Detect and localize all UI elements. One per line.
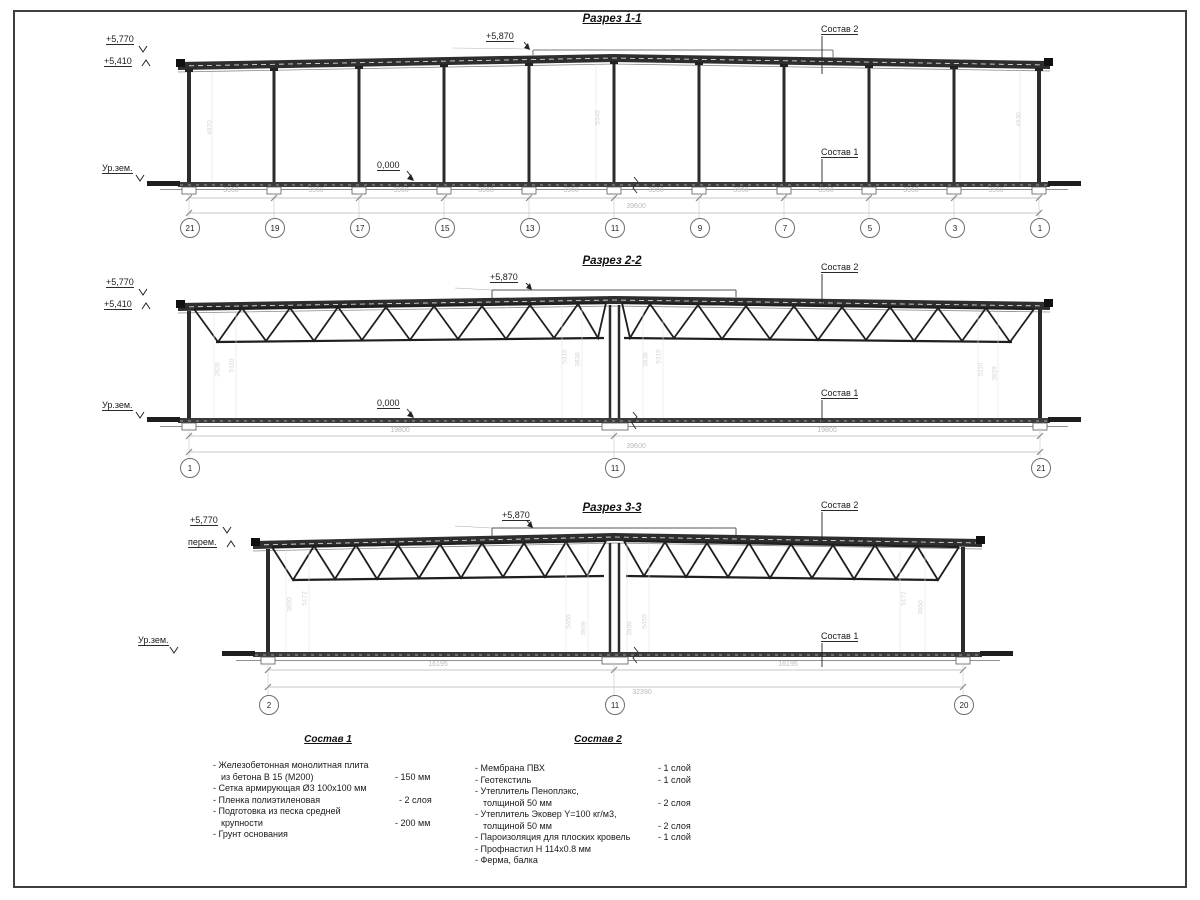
list-item: [213, 818, 458, 830]
bay-dim: 3960: [563, 187, 579, 194]
grid-bubble: 1: [1030, 218, 1050, 238]
list-item: [475, 763, 725, 775]
comp2-title: Состав 2: [574, 734, 622, 745]
item-text: толщиной 50 мм: [483, 797, 552, 808]
item-value: - 1 слой: [658, 763, 691, 773]
elevation-5770-label: +5,770: [106, 34, 134, 44]
grid-bubble: 11: [605, 458, 625, 478]
item-value: - 2 слоя: [658, 820, 691, 831]
height-dim: 3909: [580, 621, 588, 636]
bay-dim: 3960: [223, 187, 239, 194]
item-text: - Железобетонная монолитная плита: [213, 760, 369, 770]
elevation-5870-label: +5,870: [502, 510, 530, 520]
height-dim: 5455: [565, 614, 573, 629]
height-dim: 5315: [655, 349, 663, 364]
section-3-3-linework: [170, 512, 1013, 696]
list-item: [475, 821, 725, 833]
bay-dim: 3960: [648, 187, 664, 194]
grid-bubble: 17: [350, 218, 370, 238]
total-dim: 32390: [632, 689, 652, 696]
comp1-reference-label: Состав 1: [821, 388, 859, 398]
elevation-5770-label: +5,770: [190, 515, 218, 525]
grid-bubble: 19: [265, 218, 285, 238]
total-dim: 39600: [626, 203, 646, 210]
item-text: - Грунт основания: [213, 829, 288, 839]
elevation-5870-label: +5,870: [486, 31, 514, 41]
grid-bubble: 7: [775, 218, 795, 238]
height-dim: 3650: [286, 597, 294, 612]
ground-level-label: Ур.зем.: [138, 635, 169, 645]
item-value: - 1 слой: [658, 774, 691, 785]
section-2-2-linework: [136, 274, 1081, 459]
list-item: [213, 806, 458, 818]
elevation-5770-label: +5,770: [106, 277, 134, 287]
grid-bubble: 13: [520, 218, 540, 238]
list-item: [213, 760, 458, 772]
ground-level-label: Ур.зем.: [102, 400, 133, 410]
list-item: [213, 783, 458, 795]
bay-dim: 3960: [988, 187, 1004, 194]
item-value: - 2 слоя: [399, 794, 432, 805]
bay-dim: 3960: [308, 187, 324, 194]
grid-bubble: 11: [605, 695, 625, 715]
bay-dim: 3960: [478, 187, 494, 194]
elevation-5410-label: +5,410: [104, 299, 132, 309]
item-text: - Подготовка из песка средней: [213, 806, 341, 816]
height-dim: 5110: [977, 362, 985, 377]
item-text: - Пароизоляция для плоских кровель: [475, 832, 631, 842]
item-text: - Мембрана ПВХ: [475, 763, 545, 773]
elevation-variable-label: перем.: [188, 537, 217, 547]
list-item: [475, 786, 725, 798]
height-dim: 5345: [594, 110, 602, 125]
section-1-1-linework: [136, 36, 1081, 219]
zero-level-label: 0,000: [377, 398, 400, 408]
height-dim: 3929: [991, 366, 999, 381]
section-2-title: Разрез 2-2: [582, 255, 642, 267]
list-item: [475, 844, 725, 856]
item-text: из бетона В 15 (М200): [221, 771, 314, 782]
comp1-title: Состав 1: [304, 734, 352, 745]
list-item: [475, 798, 725, 810]
ground-level-label: Ур.зем.: [102, 163, 133, 173]
item-text: - Профнастил Н 114x0.8 мм: [475, 843, 591, 854]
elevation-5410-label: +5,410: [104, 56, 132, 66]
section-1-title: Разрез 1-1: [582, 13, 642, 25]
section-3-title: Разрез 3-3: [582, 502, 642, 514]
list-item: [213, 829, 458, 841]
item-text: - Ферма, балка: [475, 855, 538, 865]
comp2-reference-label: Состав 2: [821, 262, 859, 272]
grid-bubble: 21: [180, 218, 200, 238]
comp2-reference-label: Состав 2: [821, 500, 859, 510]
list-item: [213, 795, 458, 807]
item-text: толщиной 50 мм: [483, 820, 552, 831]
comp2-list: [475, 763, 725, 867]
list-item: [475, 832, 725, 844]
list-item: [213, 772, 458, 784]
item-text: - Утеплитель Эковер Y=100 кг/м3,: [475, 809, 617, 819]
grid-bubble: 1: [180, 458, 200, 478]
half-span-dim: 16195: [428, 661, 448, 668]
item-text: - Пленка полиэтиленовая: [213, 794, 321, 805]
item-text: - Утеплитель Пеноплэкс,: [475, 786, 579, 796]
list-item: [475, 809, 725, 821]
item-value: - 200 мм: [395, 817, 431, 828]
zero-level-label: 0,000: [377, 160, 400, 170]
grid-bubble: 11: [605, 218, 625, 238]
height-dim: 3838: [642, 352, 650, 367]
height-dim: 4930: [1015, 112, 1023, 127]
comp1-reference-label: Состав 1: [821, 147, 859, 157]
grid-bubble: 15: [435, 218, 455, 238]
bay-dim: 3960: [393, 187, 409, 194]
half-span-dim: 19800: [817, 427, 837, 434]
height-dim: 5172: [301, 591, 309, 606]
total-dim: 39600: [626, 443, 646, 450]
half-span-dim: 16195: [778, 661, 798, 668]
height-dim: 5455: [641, 614, 649, 629]
elevation-5870-label: +5,870: [490, 272, 518, 282]
item-text: - Геотекстиль: [475, 774, 532, 785]
grid-bubble: 21: [1031, 458, 1051, 478]
height-dim: 3838: [574, 352, 582, 367]
height-dim: 3909: [626, 621, 634, 636]
bay-dim: 3960: [903, 187, 919, 194]
item-text: - Сетка армирующая Ø3 100x100 мм: [213, 783, 367, 793]
grid-bubble: 20: [954, 695, 974, 715]
comp1-list: [213, 760, 458, 841]
comp1-reference-label: Состав 1: [821, 631, 859, 641]
height-dim: 5110: [228, 358, 236, 373]
bay-dim: 3960: [818, 187, 834, 194]
list-item: [475, 775, 725, 787]
grid-bubble: 2: [259, 695, 279, 715]
grid-bubble: 5: [860, 218, 880, 238]
height-dim: 5315: [561, 349, 569, 364]
item-value: - 1 слой: [658, 832, 691, 842]
comp2-reference-label: Состав 2: [821, 24, 859, 34]
item-value: - 2 слоя: [658, 797, 691, 808]
height-dim: 5172: [900, 591, 908, 606]
list-item: [475, 855, 725, 867]
grid-bubble: 9: [690, 218, 710, 238]
bay-dim: 3960: [733, 187, 749, 194]
grid-bubble: 3: [945, 218, 965, 238]
item-value: - 150 мм: [395, 771, 431, 782]
height-dim: 2928: [214, 362, 222, 377]
item-text: крупности: [221, 817, 263, 828]
height-dim: 3650: [917, 600, 925, 615]
height-dim: 4970: [206, 120, 214, 135]
half-span-dim: 19800: [390, 427, 410, 434]
